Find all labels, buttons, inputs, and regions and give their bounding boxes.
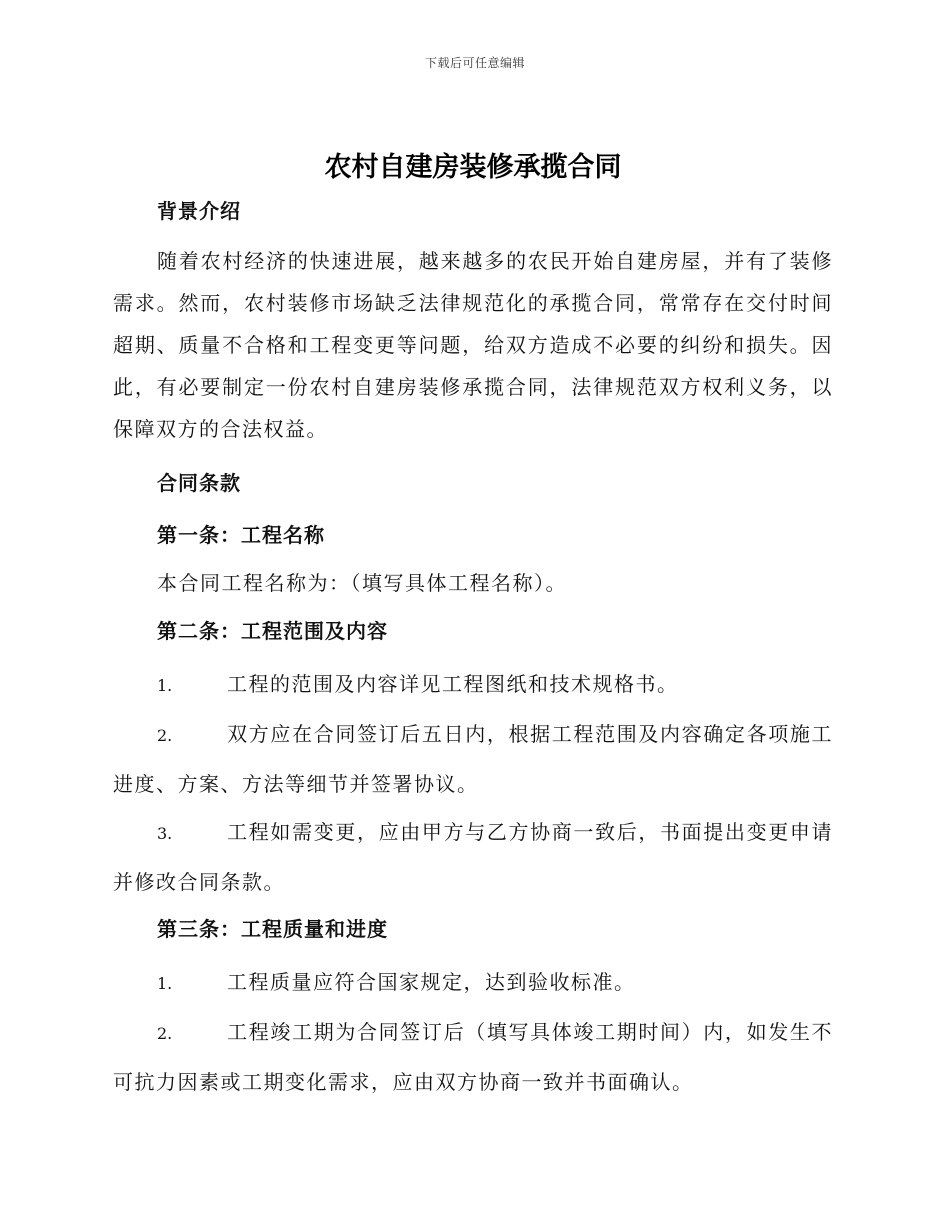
article-3-item-1: [113, 958, 833, 1008]
item-number: 1.: [157, 676, 173, 695]
article-2-heading: 第二条：工程范围及内容: [157, 619, 388, 643]
item-number: 1.: [157, 974, 173, 993]
background-paragraph: 随着农村经济的快速进展，越来越多的农民开始自建房屋，并有了装修需求。然而，农村装修市场缺乏法律规范化的承揽合同，常常存在交付时间超期、质量不合格和工程变更等问题，给双方造成不必要的纠纷和损失。因此，有必要制定一份农村自建房装修承揽合同，法律规范双方权利义务，以保障双方的合法权益。: [113, 249, 833, 441]
article-1-text: 本合同工程名称为：（填写具体工程名称）。: [157, 571, 567, 595]
article-1-heading: 第一条：工程名称: [157, 523, 325, 547]
item-number: 2.: [157, 726, 173, 745]
article-3-heading: 第三条：工程质量和进度: [157, 917, 388, 941]
document-title: 农村自建房装修承揽合同: [324, 152, 622, 183]
article-3-item-2: [113, 1008, 833, 1106]
article-2-item-2: [113, 710, 833, 808]
item-text: 工程质量应符合国家规定，达到验收标准。: [227, 970, 636, 994]
article-2-item-3: [113, 808, 833, 906]
item-text: 工程的范围及内容详见工程图纸和技术规格书。: [227, 672, 679, 696]
item-text: 工程竣工期为合同签订后（填写具体竣工期时间）内，如发生不可抗力因素或工期变化需求，应由双方协商一致并书面确认。: [113, 1020, 833, 1094]
item-number: 3.: [157, 824, 173, 843]
article-2-item-1: [113, 660, 833, 710]
item-number: 2.: [157, 1024, 173, 1043]
background-heading: 背景介绍: [157, 199, 241, 223]
document-body: [113, 148, 833, 1106]
clauses-heading: 合同条款: [157, 471, 241, 495]
header-note: 下载后可任意编辑: [424, 56, 525, 70]
item-text: 工程如需变更，应由甲方与乙方协商一致后，书面提出变更申请并修改合同条款。: [113, 820, 833, 894]
item-text: 双方应在合同签订后五日内，根据工程范围及内容确定各项施工进度、方案、方法等细节并签署协议。: [113, 722, 833, 796]
